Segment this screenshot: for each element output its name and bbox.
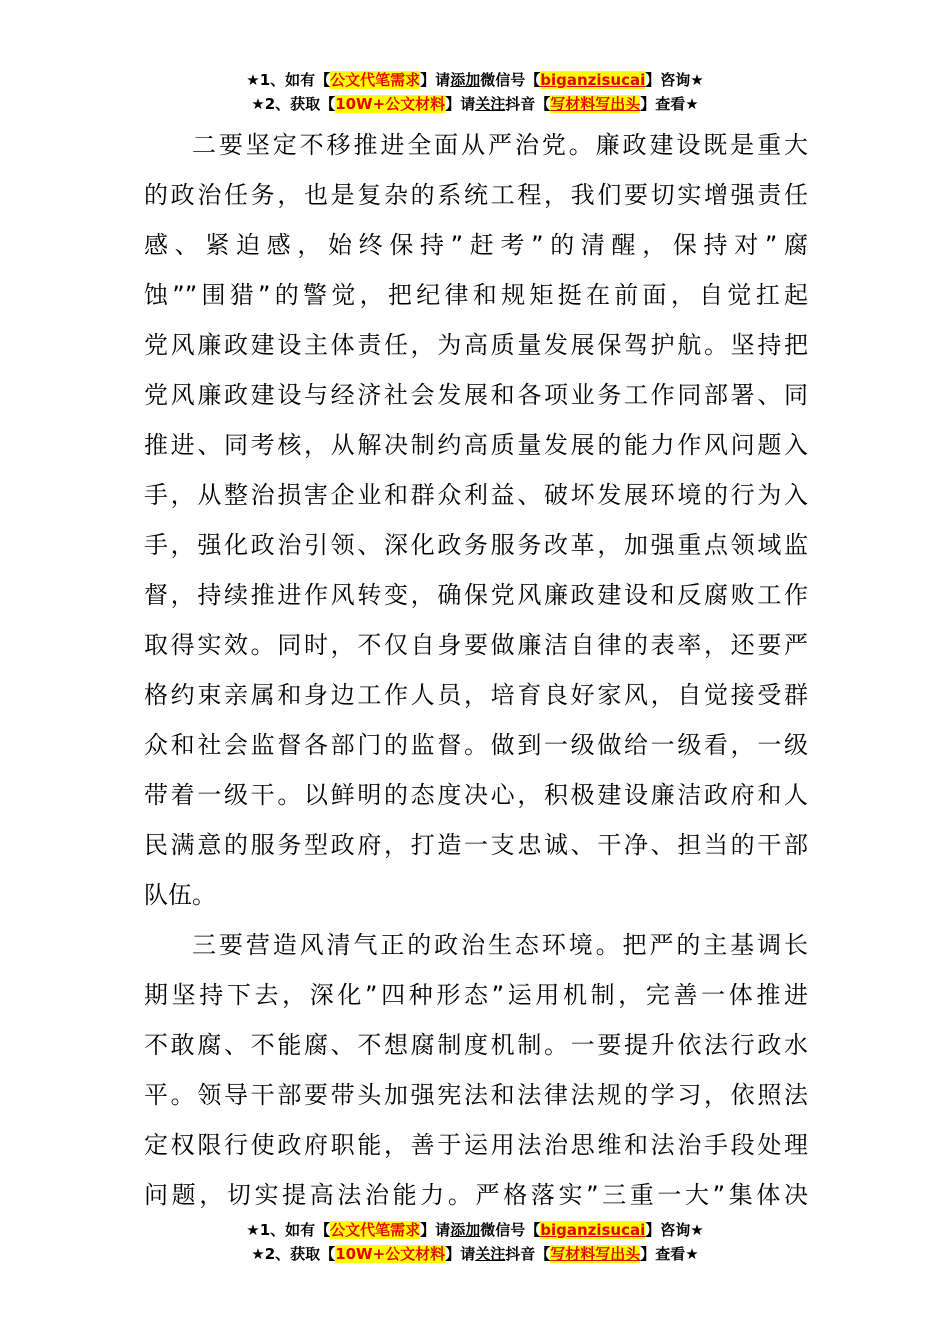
banner-underlined-text: 添加: [450, 71, 481, 89]
paragraph-line: 党风廉政建设主体责任，为高质量发展保驾护航。坚持把: [144, 331, 808, 359]
paragraph-line: 的政治任务，也是复杂的系统工程，我们要切实增强责任: [144, 181, 808, 209]
paragraph-line: 手，强化政治引领、深化政务服务改革，加强重点领域监: [144, 531, 808, 559]
banner-wechat-id: biganzisucai: [540, 71, 646, 89]
paragraph-line: 党风廉政建设与经济社会发展和各项业务工作同部署、同: [144, 381, 808, 409]
banner-text: ★2、获取【: [251, 1245, 336, 1263]
banner-text: ★1、如有【: [246, 71, 331, 89]
banner-line-1: [0, 68, 950, 92]
paragraph-line: 不敢腐、不能腐、不想腐制度机制。一要提升依法行政水: [144, 1031, 808, 1059]
document-body: [144, 120, 808, 1220]
paragraph-line: 二要坚定不移推进全面从严治党。廉政建设既是重大: [192, 131, 808, 159]
banner-line-1: [0, 1218, 950, 1242]
banner-text: 微信号【: [480, 1221, 541, 1239]
banner-text: 】请: [420, 1221, 451, 1239]
banner-text: 】咨询★: [645, 1221, 704, 1239]
paragraph-line: 感、紧迫感，始终保持”赶考”的清醒，保持对”腐: [144, 231, 808, 259]
banner-highlight: 10W+公文材料: [335, 95, 446, 113]
paragraph-line: 手，从整治损害企业和群众利益、破坏发展环境的行为入: [144, 481, 808, 509]
banner-line-2: [0, 1242, 950, 1266]
paragraph-line: 众和社会监督各部门的监督。做到一级做给一级看，一级: [144, 731, 808, 759]
banner-text: 】查看★: [640, 95, 699, 113]
banner-underlined-text: 添加: [450, 1221, 481, 1239]
banner-underlined-text: 关注: [475, 1245, 506, 1263]
banner-text: 】请: [420, 71, 451, 89]
paragraph-line: 民满意的服务型政府，打造一支忠诚、干净、担当的干部: [144, 831, 808, 859]
banner-wechat-id: biganzisucai: [540, 1221, 646, 1239]
paragraph-line: 平。领导干部要带头加强宪法和法律法规的学习，依照法: [144, 1081, 808, 1109]
banner-text: 抖音【: [505, 95, 551, 113]
paragraph-line: 蚀””围猎”的警觉，把纪律和规矩挺在前面，自觉扛起: [144, 281, 808, 309]
banner-highlight: 公文代笔需求: [330, 71, 421, 89]
banner-text: 】请: [445, 95, 476, 113]
banner-underlined-text: 关注: [475, 95, 506, 113]
header-banner: [0, 68, 950, 116]
banner-text: 】查看★: [640, 1245, 699, 1263]
paragraph-line: 问题，切实提高法治能力。严格落实”三重一大”集体决: [144, 1181, 808, 1209]
banner-line-2: [0, 92, 950, 116]
banner-highlight: 10W+公文材料: [335, 1245, 446, 1263]
banner-text: 微信号【: [480, 71, 541, 89]
banner-text: 】请: [445, 1245, 476, 1263]
banner-douyin-id: 写材料写出头: [550, 95, 641, 113]
paragraph-line: 格约束亲属和身边工作人员，培育良好家风，自觉接受群: [144, 681, 808, 709]
banner-text: 抖音【: [505, 1245, 551, 1263]
paragraph-line: 定权限行使政府职能，善于运用法治思维和法治手段处理: [144, 1131, 808, 1159]
banner-douyin-id: 写材料写出头: [550, 1245, 641, 1263]
paragraph-line: 推进、同考核，从解决制约高质量发展的能力作风问题入: [144, 431, 808, 459]
paragraph-line: 队伍。: [144, 881, 216, 909]
footer-banner: [0, 1218, 950, 1266]
banner-text: 】咨询★: [645, 71, 704, 89]
paragraph-line: 三要营造风清气正的政治生态环境。把严的主基调长: [192, 931, 808, 959]
banner-text: ★1、如有【: [246, 1221, 331, 1239]
banner-text: ★2、获取【: [251, 95, 336, 113]
paragraph-line: 带着一级干。以鲜明的态度决心，积极建设廉洁政府和人: [144, 781, 808, 809]
banner-highlight: 公文代笔需求: [330, 1221, 421, 1239]
paragraph-line: 取得实效。同时，不仅自身要做廉洁自律的表率，还要严: [144, 631, 808, 659]
paragraph-line: 督，持续推进作风转变，确保党风廉政建设和反腐败工作: [144, 581, 808, 609]
paragraph-line: 期坚持下去，深化”四种形态”运用机制，完善一体推进: [144, 981, 808, 1009]
